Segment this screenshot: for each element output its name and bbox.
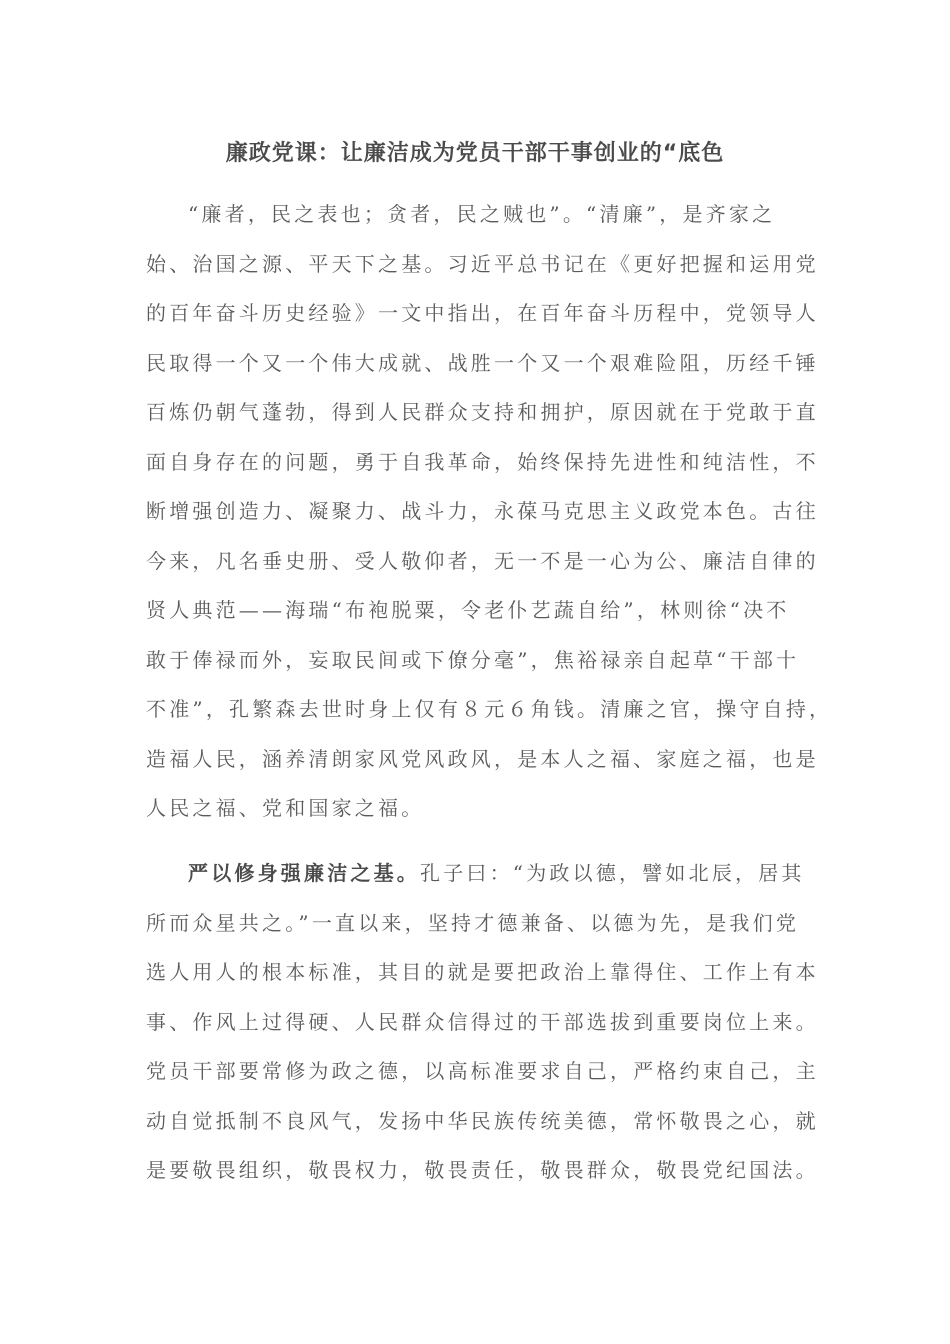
paragraph-line: 断增强创造力、凝聚力、战斗力，永葆马克思主义政党本色。古往	[146, 499, 819, 523]
paragraph-line: 的百年奋斗历史经验》一文中指出，在百年奋斗历程中，党领导人	[146, 301, 819, 325]
paragraph-line: 不准”，孔繁森去世时身上仅有８元６角钱。清廉之官，操守自持，	[146, 697, 833, 721]
document-title: 廉政党课：让廉洁成为党员干部干事创业的“底色	[225, 141, 725, 166]
paragraph-line: 始、治国之源、平天下之基。习近平总书记在《更好把握和运用党	[146, 251, 819, 276]
paragraph-line: 百炼仍朝气蓬勃，得到人民群众支持和拥护，原因就在于党敢于直	[146, 400, 819, 424]
paragraph-first-line	[146, 849, 818, 899]
section-heading: 严以修身强廉洁之基。	[188, 861, 420, 885]
paragraph-line: 面自身存在的问题，勇于自我革命，始终保持先进性和纯洁性，不	[146, 449, 819, 474]
paragraph-line: 敢于俸禄而外，妄取民间或下僚分毫”，焦裕禄亲自起草“干部十	[146, 647, 800, 672]
paragraph-line: 造福人民，涵养清朗家风党风政风，是本人之福、家庭之福，也是	[146, 746, 819, 771]
paragraph-line: “廉者，民之表也；贪者，民之贼也”。“清廉”，是齐家之	[188, 202, 776, 226]
paragraph-line: 事、作风上过得硬、人民群众信得过的干部选拔到重要岗位上来。	[146, 1009, 819, 1034]
paragraph-line: 选人用人的根本标准，其目的就是要把政治上靠得住、工作上有本	[146, 960, 819, 984]
paragraph-line: 是要敬畏组织，敬畏权力，敬畏责任，敬畏群众，敬畏党纪国法。	[146, 1158, 819, 1182]
paragraph-line: 民取得一个又一个伟大成就、战胜一个又一个艰难险阻，历经千锤	[146, 350, 819, 375]
paragraph-line: 所而众星共之。”一直以来，坚持才德兼备、以德为先，是我们党	[146, 910, 800, 935]
paragraph-1	[146, 190, 833, 834]
paragraph-line: 动自觉抵制不良风气，发扬中华民族传统美德，常怀敬畏之心，就	[146, 1108, 819, 1133]
paragraph-text: 孔子曰：“为政以德，譬如北辰，居其	[420, 861, 805, 885]
paragraph-line: 人民之福、党和国家之福。	[146, 796, 425, 820]
paragraph-line: 党员干部要常修为政之德，以高标准要求自己，严格约束自己，主	[146, 1059, 819, 1083]
paragraph-line: 今来，凡名垂史册、受人敬仰者，无一不是一心为公、廉洁自律的	[146, 548, 819, 573]
paragraph-2	[146, 849, 818, 1196]
paragraph-line: 贤人典范——海瑞“布袍脱粟，令老仆艺蔬自给”，林则徐“决不	[146, 598, 790, 622]
